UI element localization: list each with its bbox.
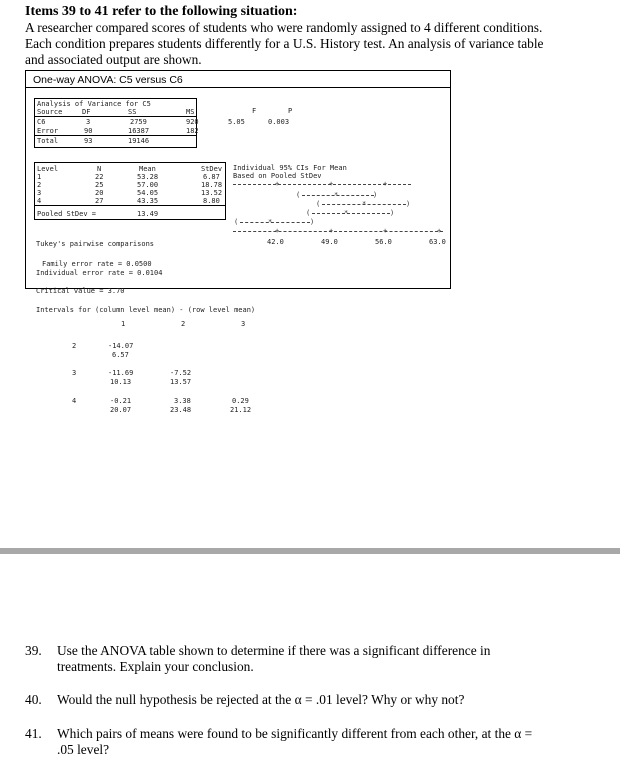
ci-bracket: ) [373, 191, 378, 199]
interval-row-label: 4 [72, 397, 77, 405]
means-cell: 4 [37, 197, 42, 205]
means-cell: 53.28 [137, 173, 159, 181]
ci-bracket: ) [310, 218, 315, 226]
tukey-title: Tukey's pairwise comparisons [36, 240, 155, 248]
means-cell: 8.80 [203, 197, 220, 205]
means-cell: 13.52 [201, 189, 223, 197]
ci-bracket: ) [390, 209, 395, 217]
ci-mean-mark: * [362, 200, 367, 208]
critical-value: Critical value = 3.70 [36, 287, 125, 295]
ci-axis-label: 42.0 [267, 238, 284, 246]
ci-header: Individual 95% CIs For Mean [233, 164, 347, 172]
anova-header: Source [37, 108, 63, 116]
ci-axis-label: 63.0 [429, 238, 446, 246]
interval-cell: 23.48 [170, 406, 192, 414]
anova-p-value: 0.003 [268, 118, 290, 126]
means-cell: 18.78 [201, 181, 223, 189]
interval-cell: -14.07 [108, 342, 134, 350]
ci-axis-label: 49.0 [321, 238, 338, 246]
anova-header: SS [128, 108, 137, 116]
ci-mean-mark: * [334, 191, 339, 199]
ci-axis-rule [233, 231, 443, 232]
anova-cell: 90 [84, 127, 93, 135]
question-line: Would the null hypothesis be rejected at the α = .01 level? Why or why not? [57, 692, 465, 707]
ci-tick: + [329, 180, 334, 188]
interval-cell: 6.57 [112, 351, 129, 359]
anova-caption: Analysis of Variance for C5 [37, 100, 151, 108]
ci-tick: + [329, 227, 334, 235]
question-40 [25, 692, 595, 708]
interval-cell: 20.07 [110, 406, 132, 414]
anova-f-value: 5.05 [228, 118, 245, 126]
means-cell: 43.35 [137, 197, 159, 205]
means-header: N [97, 165, 102, 173]
means-cell: 22 [95, 173, 104, 181]
ci-bracket: ( [296, 191, 301, 199]
means-cell: 57.00 [137, 181, 159, 189]
family-error-rate: Family error rate = 0.0500 [42, 260, 152, 268]
question-39 [25, 643, 595, 675]
interval-row-label: 2 [72, 342, 77, 350]
output-title: One-way ANOVA: C5 versus C6 [33, 74, 183, 86]
intro-line: A researcher compared scores of students who were randomly assigned to 4 different conditions. [25, 20, 543, 35]
interval-col-header: 1 [121, 320, 126, 328]
ci-mean-mark: * [344, 209, 349, 217]
anova-cell: Error [37, 127, 59, 135]
pooled-stdev-label: Pooled StDev = [37, 210, 97, 218]
interval-col-header: 3 [241, 320, 246, 328]
ci-axis-label: 56.0 [375, 238, 392, 246]
ci-tick: + [383, 227, 388, 235]
ci-tick: + [383, 180, 388, 188]
ci-bracket: ( [234, 218, 239, 226]
ci-bracket: ) [406, 200, 411, 208]
page-separator [0, 548, 620, 554]
question-number: 41. [25, 726, 42, 741]
interval-cell: 10.13 [110, 378, 132, 386]
means-cell: 54.05 [137, 189, 159, 197]
anova-cell: 920 [186, 118, 199, 126]
interval-row-label: 3 [72, 369, 77, 377]
anova-header-f: F [252, 107, 257, 115]
interval-cell: 13.57 [170, 378, 192, 386]
level-means-table [34, 162, 226, 220]
ci-bracket: ( [306, 209, 311, 217]
anova-cell: 182 [186, 127, 199, 135]
means-cell: 20 [95, 189, 104, 197]
anova-cell: 93 [84, 137, 93, 145]
means-cell: 25 [95, 181, 104, 189]
means-cell: 6.87 [203, 173, 220, 181]
intro-line: Each condition prepares students differently for a U.S. History test. An analysis of variance table [25, 36, 544, 51]
anova-header: MS [186, 108, 195, 116]
ci-mean-mark: * [268, 218, 273, 226]
anova-cell: Total [37, 137, 59, 145]
anova-table [34, 98, 197, 148]
means-cell: 27 [95, 197, 104, 205]
intro-line: and associated output are shown. [25, 52, 202, 67]
interval-cell: -11.69 [108, 369, 134, 377]
question-41 [25, 726, 595, 758]
ci-tick: + [437, 227, 442, 235]
anova-header-rule [35, 116, 196, 117]
question-line: .05 level? [57, 742, 110, 757]
anova-cell: C6 [37, 118, 46, 126]
interval-cell: -7.52 [170, 369, 192, 377]
anova-cell: 19146 [128, 137, 150, 145]
anova-header: DF [82, 108, 91, 116]
anova-cell: 16387 [128, 127, 150, 135]
means-cell: 3 [37, 189, 42, 197]
means-cell: 2 [37, 181, 42, 189]
individual-error-rate: Individual error rate = 0.0104 [36, 269, 163, 277]
minitab-output-panel [25, 70, 451, 289]
ci-interval-level-4 [240, 222, 310, 223]
anova-header-p: P [288, 107, 293, 115]
pooled-stdev-value: 13.49 [137, 210, 159, 218]
interval-cell: 0.29 [232, 397, 249, 405]
question-line: Use the ANOVA table shown to determine if there was a significant difference in [57, 643, 491, 658]
anova-cell: 3 [86, 118, 91, 126]
ci-bracket: ( [316, 200, 321, 208]
ci-tick: + [275, 180, 280, 188]
means-header: StDev [201, 165, 223, 173]
pooled-rule [35, 205, 225, 206]
situation-description [25, 20, 615, 68]
ci-interval-level-3 [312, 213, 390, 214]
question-number: 39. [25, 643, 42, 658]
title-divider [26, 87, 450, 88]
question-line: treatments. Explain your conclusion. [57, 659, 254, 674]
interval-cell: 21.12 [230, 406, 252, 414]
means-header: Level [37, 165, 59, 173]
question-line: Which pairs of means were found to be significantly different from each other, at the α = [57, 726, 533, 741]
interval-cell: -0.21 [110, 397, 132, 405]
ci-header: Based on Pooled StDev [233, 172, 322, 180]
means-cell: 1 [37, 173, 42, 181]
question-number: 40. [25, 692, 42, 707]
intervals-title: Intervals for (column level mean) - (row level mean) [36, 306, 256, 314]
anova-total-rule [35, 135, 196, 136]
section-heading: Items 39 to 41 refer to the following situation: [25, 4, 298, 19]
interval-col-header: 2 [181, 320, 186, 328]
anova-cell: 2759 [130, 118, 147, 126]
interval-cell: 3.38 [174, 397, 191, 405]
ci-tick: + [275, 227, 280, 235]
means-header: Mean [139, 165, 156, 173]
